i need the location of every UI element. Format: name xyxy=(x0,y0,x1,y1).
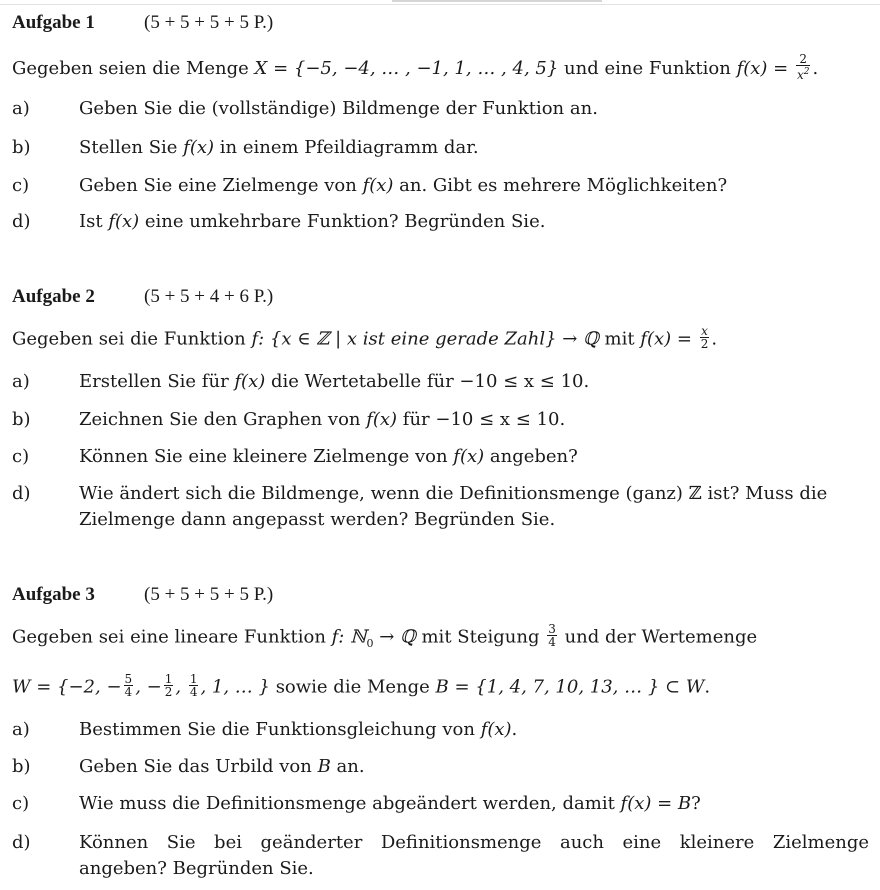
fraction-2-over-x2 xyxy=(796,53,811,81)
document-top-edge xyxy=(0,0,880,5)
aufgabe-2-title: Aufgabe 2 xyxy=(12,286,95,307)
fraction-denominator: 2 xyxy=(164,685,173,699)
item-label: c) xyxy=(12,175,30,196)
function-f: f(x) = xyxy=(640,328,698,350)
intro-text: Gegeben sei eine lineare Funktion xyxy=(12,626,332,648)
item-text xyxy=(79,209,869,235)
item-label: d) xyxy=(12,211,31,232)
item-text-part: eine umkehrbare Funktion? Begründen Sie. xyxy=(139,211,546,232)
item-math: f(x) xyxy=(183,137,215,158)
aufgabe-1-header xyxy=(12,11,274,35)
item-text-line: Wie ändert sich die Bildmenge, wenn die Definitionsmenge (ganz) ℤ ist? Muss die xyxy=(79,483,828,504)
item-text xyxy=(79,407,869,433)
item-text: Geben Sie die (vollständige) Bildmenge der Funktion an. xyxy=(79,98,598,119)
item-text xyxy=(79,754,869,780)
item-text-part: Zeichnen Sie den Graphen von xyxy=(79,409,367,430)
item-text xyxy=(79,135,869,161)
domain-subscript: 0 xyxy=(366,637,374,651)
item-math: B xyxy=(317,756,331,777)
item-math: f(x) xyxy=(234,371,266,392)
aufgabe-3-intro xyxy=(12,622,758,656)
aufgabe-1-intro xyxy=(12,52,819,83)
intro-text: und eine Funktion xyxy=(558,58,737,79)
item-text-part: an. Gibt es mehrere Möglichkeiten? xyxy=(393,175,728,196)
item-label: c) xyxy=(12,793,30,814)
item-math: f(x) xyxy=(480,719,512,740)
fraction-denominator: 4 xyxy=(124,685,133,699)
intro-text: sowie die Menge xyxy=(269,676,436,698)
scroll-indicator xyxy=(392,0,602,2)
fraction-numerator: x xyxy=(701,324,708,338)
item-math: f(x) xyxy=(362,175,394,196)
fraction-numerator: 5 xyxy=(124,672,133,686)
item-text-part: ? xyxy=(691,793,701,814)
intro-text: Gegeben seien die Menge xyxy=(12,58,255,79)
aufgabe-1-points: (5 + 5 + 5 + 5 P.) xyxy=(144,12,274,33)
aufgabe-3-title: Aufgabe 3 xyxy=(12,584,95,605)
denominator-exponent: 2 xyxy=(803,67,810,77)
aufgabe-2-points: (5 + 5 + 4 + 6 P.) xyxy=(144,286,274,307)
function-f: f(x) = xyxy=(736,58,794,79)
item-text-part: Ist xyxy=(79,211,109,232)
item-text-part: Wie muss die Definitionsmenge abgeändert werden, damit xyxy=(79,793,621,814)
item-text-part: an. xyxy=(330,756,365,777)
fraction-denominator: 4 xyxy=(548,635,556,649)
aufgabe-3-intro-line2 xyxy=(12,672,711,700)
item-label: a) xyxy=(12,719,30,740)
item-text-line: Können Sie bei geänderter Definitionsmenge auch eine kleinere Zielmenge xyxy=(79,832,869,853)
intro-text: . xyxy=(704,676,711,698)
fraction-5-over-4 xyxy=(124,673,134,698)
aufgabe-2-intro xyxy=(12,324,718,352)
function-domain: f: {x ∈ ℤ | x ist eine gerade Zahl} → ℚ xyxy=(251,328,599,350)
item-text xyxy=(79,369,869,395)
fraction-numerator: 3 xyxy=(548,622,556,636)
item-text-part: angeben? xyxy=(484,446,578,467)
item-text xyxy=(79,444,869,470)
item-math: f(x) xyxy=(453,446,485,467)
fraction-denominator: 2 xyxy=(700,337,709,351)
set-b: B = {1, 4, 7, 10, 13, … } ⊂ W xyxy=(435,676,705,698)
item-text-part: Geben Sie eine Zielmenge von xyxy=(79,175,363,196)
intro-text: . xyxy=(812,58,819,79)
aufgabe-1-title: Aufgabe 1 xyxy=(12,12,95,33)
item-label: a) xyxy=(12,98,30,119)
fraction-numerator: 2 xyxy=(796,53,811,66)
intro-text: Gegeben sei die Funktion xyxy=(12,328,252,350)
item-text xyxy=(79,791,869,817)
item-text-part: in einem Pfeildiagramm dar. xyxy=(214,137,479,158)
item-text xyxy=(79,717,869,743)
set-w: , xyxy=(175,676,187,698)
item-text-line: angeben? Begründen Sie. xyxy=(79,858,314,879)
item-math: f(x) xyxy=(108,211,140,232)
fraction-1-over-4 xyxy=(189,673,199,698)
fraction-numerator: 1 xyxy=(189,672,198,686)
fraction-denominator: 4 xyxy=(189,685,198,699)
item-text xyxy=(79,481,869,533)
aufgabe-2-header xyxy=(12,285,274,309)
set-x: X = {−5, −4, … , −1, 1, … , 4, 5} xyxy=(254,58,559,79)
intro-text: . xyxy=(711,328,718,350)
item-label: b) xyxy=(12,137,31,158)
item-text-part: Erstellen Sie für xyxy=(79,371,235,392)
intro-text: und der Wertemenge xyxy=(558,626,758,648)
item-label: b) xyxy=(12,409,31,430)
aufgabe-3-header xyxy=(12,583,274,607)
item-label: c) xyxy=(12,446,30,467)
function-domain: f: ℕ xyxy=(331,626,367,648)
item-text-part: . xyxy=(511,719,518,740)
intro-text: mit Steigung xyxy=(415,626,546,648)
fraction-x-over-2 xyxy=(700,325,710,350)
item-math: f(x) xyxy=(366,409,398,430)
set-w: , 1, … } xyxy=(200,676,270,698)
fraction-3-over-4 xyxy=(547,623,557,648)
denominator-base: x xyxy=(796,68,804,82)
fraction-1-over-2 xyxy=(164,673,174,698)
item-text-part: Können Sie eine kleinere Zielmenge von xyxy=(79,446,454,467)
item-math: f(x) = B xyxy=(620,793,692,814)
set-w: , − xyxy=(135,676,162,698)
function-codomain: → ℚ xyxy=(373,626,416,648)
fraction-numerator: 1 xyxy=(164,672,173,686)
item-text-part: Geben Sie das Urbild von xyxy=(79,756,318,777)
item-label: b) xyxy=(12,756,31,777)
item-text-part: Bestimmen Sie die Funktionsgleichung von xyxy=(79,719,481,740)
fraction-denominator xyxy=(796,66,811,81)
set-w: W = {−2, − xyxy=(12,676,122,698)
item-label: d) xyxy=(12,832,31,853)
item-label: d) xyxy=(12,483,31,504)
item-text-line: Zielmenge dann angepasst werden? Begründen Sie. xyxy=(79,509,556,530)
item-text-part: Stellen Sie xyxy=(79,137,184,158)
item-text xyxy=(79,173,869,199)
item-text xyxy=(79,830,869,882)
intro-text: mit xyxy=(598,328,641,350)
item-text-part: für −10 ≤ x ≤ 10. xyxy=(397,409,566,430)
item-label: a) xyxy=(12,371,30,392)
aufgabe-3-points: (5 + 5 + 5 + 5 P.) xyxy=(144,584,274,605)
item-text-part: die Wertetabelle für −10 ≤ x ≤ 10. xyxy=(265,371,590,392)
